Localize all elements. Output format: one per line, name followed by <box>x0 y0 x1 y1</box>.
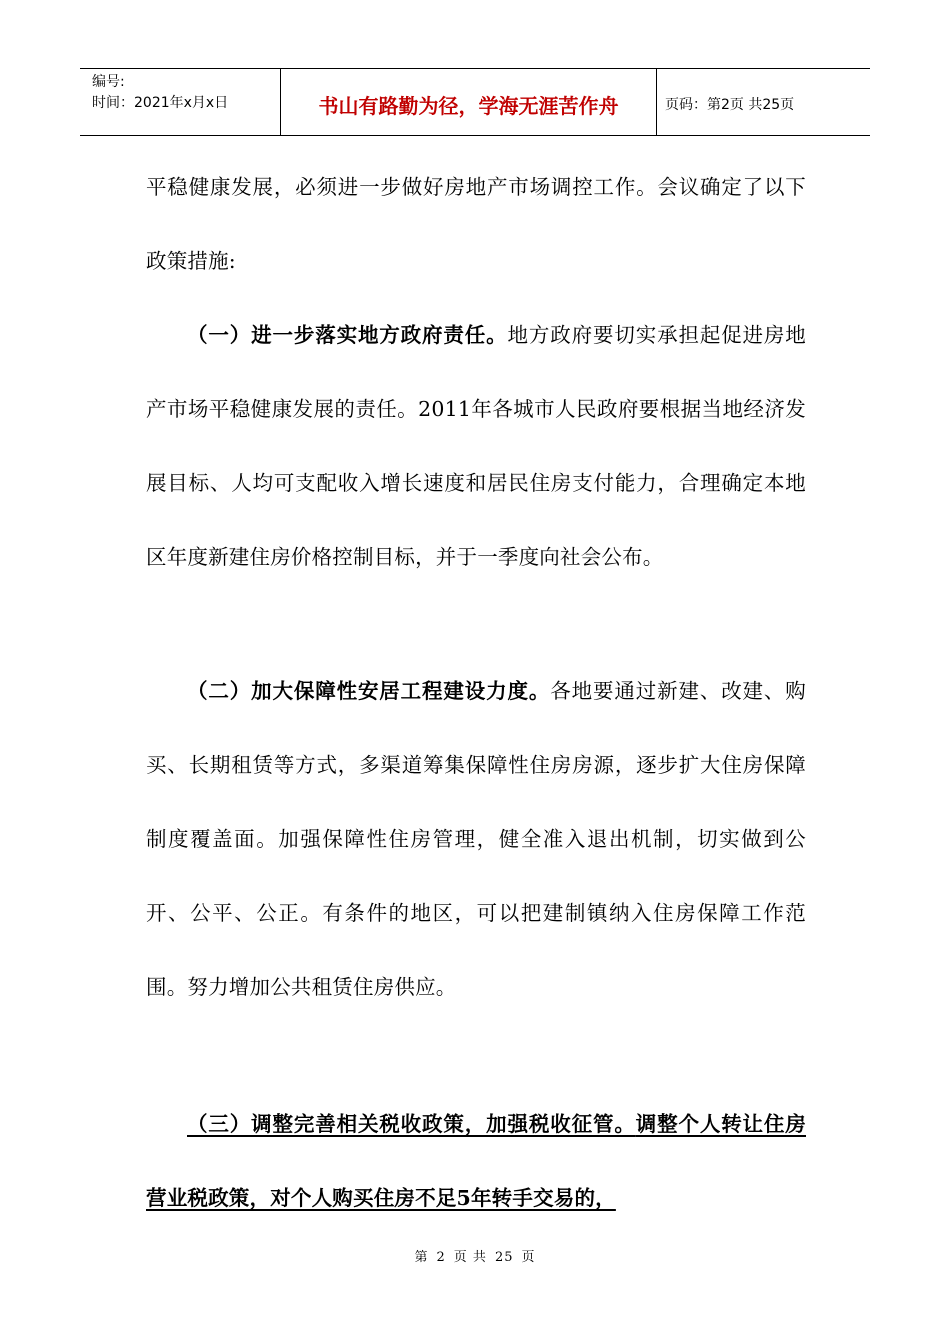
header-motto: 书山有路勤为径，学海无涯苦作舟 <box>281 69 657 135</box>
document-time-label: 时间：2021年x月x日 <box>92 95 229 111</box>
paragraph-intro: 平稳健康发展，必须进一步做好房地产市场调控工作。会议确定了以下政策措施: <box>146 175 806 273</box>
paragraph-item-2 <box>146 654 806 1024</box>
footer-middle: 页 共 <box>453 1250 487 1265</box>
item-1-text: 地方政府要切实承担起促进房地产市场平稳健康发展的责任。2011年各城市人民政府要根据当地经济发展目标、人均可支配收入增长速度和居民住房支付能力，合理确定本地区年度新建住房价格控制目标，并于一季度向社会公布。 <box>146 323 806 569</box>
footer-total-pages: 25 <box>494 1250 514 1265</box>
document-number-label: 编号: <box>92 74 125 90</box>
footer-prefix: 第 <box>414 1250 429 1265</box>
page-header <box>80 68 870 136</box>
item-3-text: 调整个人转让住房营业税政策，对个人购买住房不足5年转手交易的， <box>146 1112 806 1210</box>
page-footer <box>0 1246 950 1265</box>
item-3-heading: （三）调整完善相关税收政策，加强税收征管。 <box>187 1112 636 1136</box>
header-meta <box>80 69 281 135</box>
footer-page-number: 2 <box>436 1250 446 1265</box>
paragraph-item-3 <box>146 1087 806 1235</box>
footer-suffix: 页 <box>521 1250 536 1265</box>
item-1-heading: （一）进一步落实地方政府责任。 <box>187 323 508 347</box>
header-page-info: 页码：第2页 共25页 <box>665 97 795 113</box>
item-2-text: 各地要通过新建、改建、购买、长期租赁等方式，多渠道筹集保障性住房房源，逐步扩大住房保障制度覆盖面。加强保障性住房管理，健全准入退出机制，切实做到公开、公平、公正。有条件的地区，可以把建制镇纳入住房保障工作范围。努力增加公共租赁住房供应。 <box>146 679 806 999</box>
item-2-heading: （二）加大保障性安居工程建设力度。 <box>187 679 551 703</box>
paragraph-item-1 <box>146 298 806 594</box>
